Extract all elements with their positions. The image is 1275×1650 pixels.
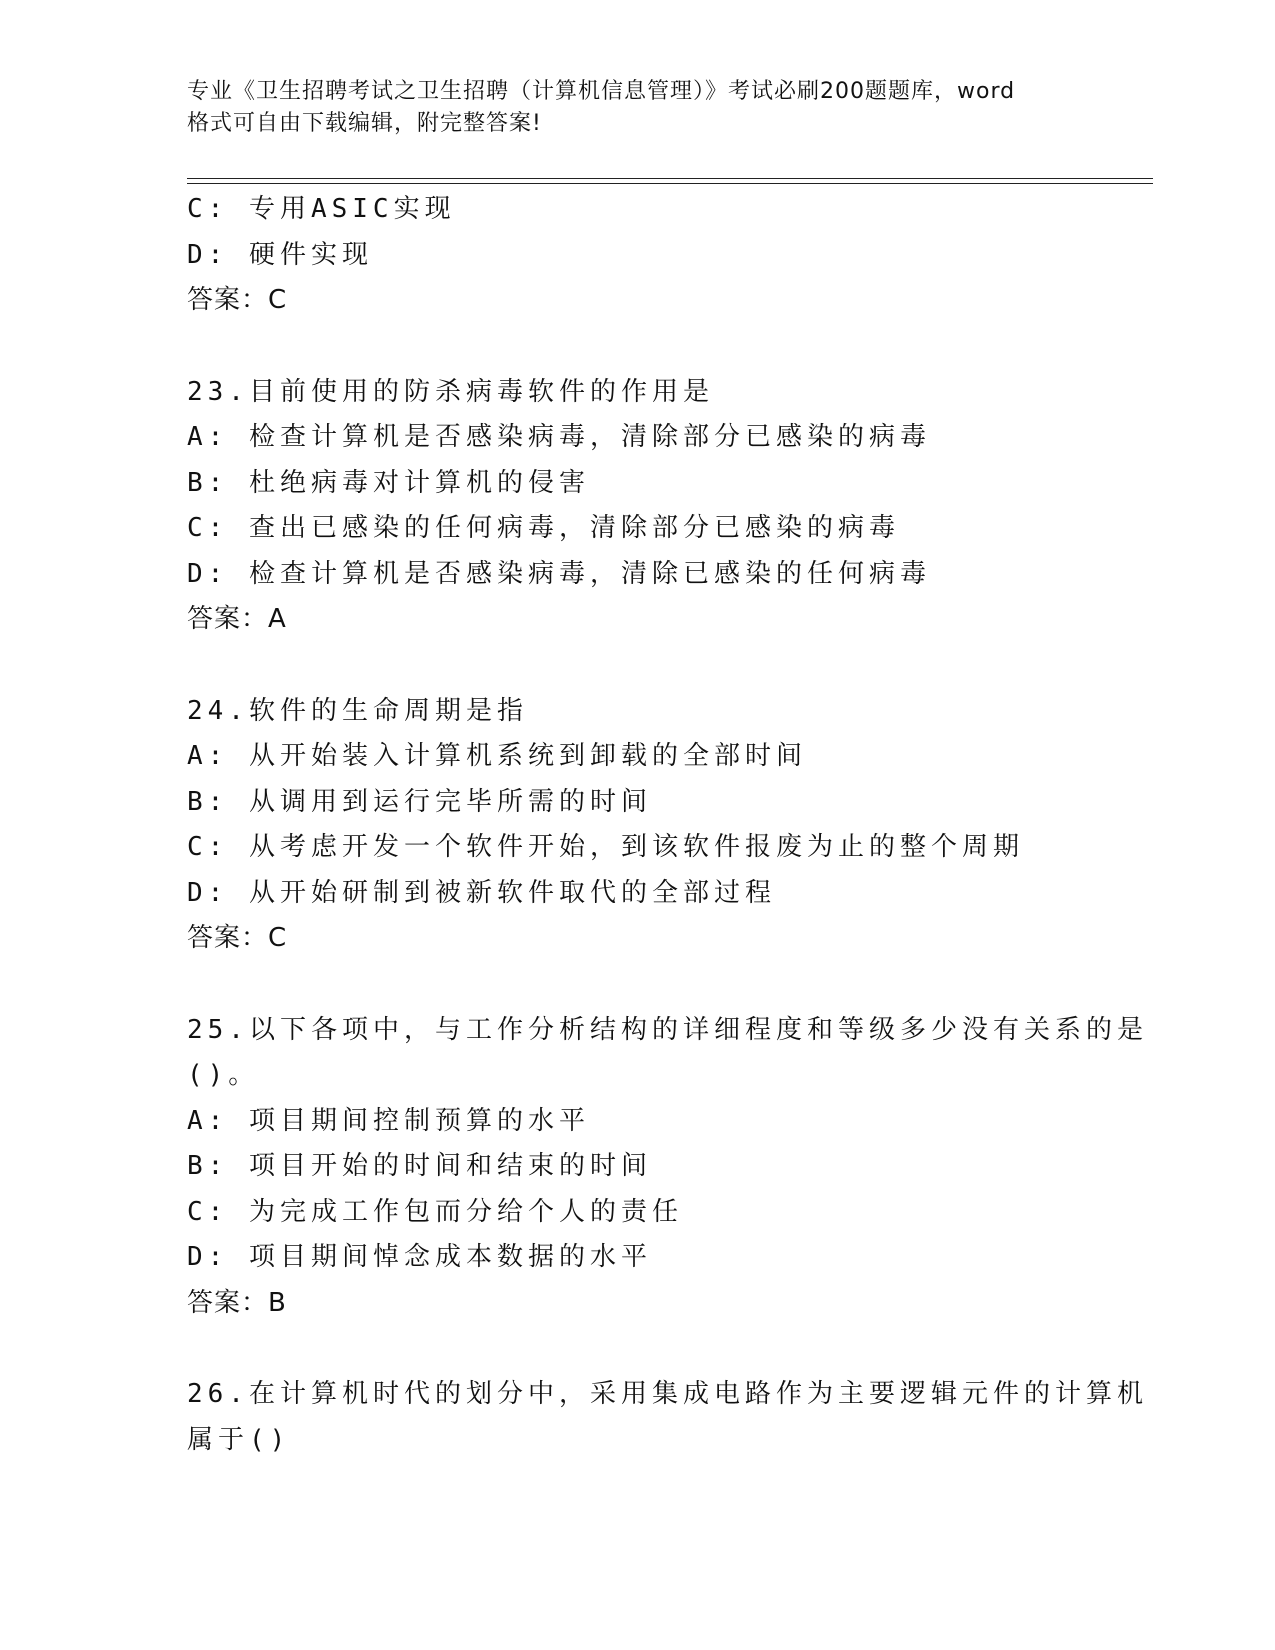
option-d: D: 项目期间悼念成本数据的水平: [187, 1242, 652, 1272]
answer: 答案：C: [187, 923, 288, 953]
question-22-tail: [187, 187, 1147, 324]
header-divider-top: [187, 178, 1153, 179]
document-header: [187, 76, 1087, 140]
answer: 答案：C: [187, 285, 288, 315]
spacer: [187, 1326, 1147, 1372]
question-stem-line-2: 属于(): [187, 1424, 291, 1455]
option-b: B: 从调用到运行完毕所需的时间: [187, 786, 652, 817]
header-divider-bottom: [187, 183, 1153, 184]
option-a: A: 项目期间控制预算的水平: [187, 1105, 590, 1136]
question-list: [187, 187, 1147, 1463]
question-stem: 24.软件的生命周期是指: [187, 695, 528, 726]
question-stem: 23.目前使用的防杀病毒软件的作用是: [187, 376, 714, 407]
option-c: C: 查出已感染的任何病毒，清除部分已感染的病毒: [187, 513, 900, 543]
header-line-2: 格式可自由下载编辑，附完整答案!: [187, 111, 542, 136]
question-stem-line-2: ()。: [187, 1060, 260, 1090]
question-23: [187, 370, 1147, 643]
option-d: D: 从开始研制到被新软件取代的全部过程: [187, 877, 776, 908]
spacer: [187, 643, 1147, 689]
spacer: [187, 324, 1147, 370]
header-line-1: 专业《卫生招聘考试之卫生招聘（计算机信息管理）》考试必刷200题题库，word: [187, 79, 1016, 104]
option-a: A: 从开始装入计算机系统到卸载的全部时间: [187, 741, 807, 771]
option-d: D: 硬件实现: [187, 239, 373, 270]
option-b: B: 杜绝病毒对计算机的侵害: [187, 467, 590, 498]
question-26: [187, 1372, 1147, 1463]
option-b: B: 项目开始的时间和结束的时间: [187, 1151, 652, 1181]
option-c: C: 为完成工作包而分给个人的责任: [187, 1196, 683, 1227]
question-stem-line-1: 26.在计算机时代的划分中，采用集成电路作为主要逻辑元件的计算机: [187, 1379, 1148, 1409]
option-c: C: 从考虑开发一个软件开始，到该软件报废为止的整个周期: [187, 832, 1024, 862]
spacer: [187, 962, 1147, 1008]
answer: 答案：A: [187, 604, 287, 634]
answer: 答案：B: [187, 1287, 287, 1318]
option-d: D: 检查计算机是否感染病毒，清除已感染的任何病毒: [187, 558, 931, 589]
question-25: [187, 1008, 1147, 1327]
option-c: C: 专用ASIC实现: [187, 194, 456, 224]
question-stem-line-1: 25.以下各项中，与工作分析结构的详细程度和等级多少没有关系的是: [187, 1014, 1148, 1045]
question-24: [187, 689, 1147, 962]
option-a: A: 检查计算机是否感染病毒，清除部分已感染的病毒: [187, 422, 931, 452]
